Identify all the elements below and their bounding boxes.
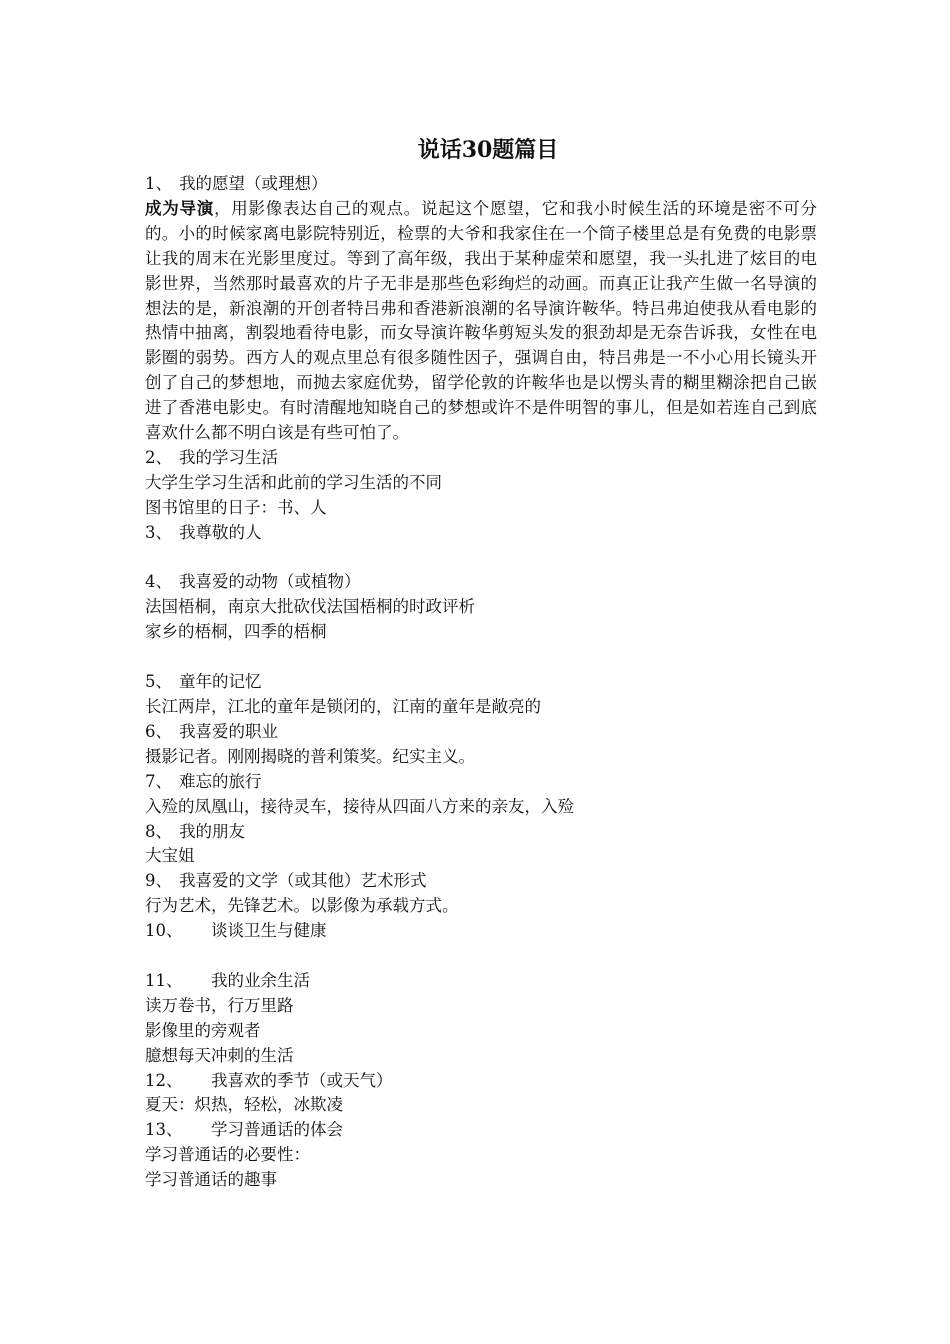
section-12-line-1: 夏天：炽热，轻松，冰欺凌 <box>145 1095 343 1115</box>
section-heading-12: 12、 我喜欢的季节（或天气） <box>145 1070 393 1090</box>
document-page <box>145 130 817 1193</box>
blank-line <box>145 546 817 571</box>
section-2-line-1: 大学生学习生活和此前的学习生活的不同 <box>145 472 442 492</box>
section-11-line-3: 臆想每天冲刺的生活 <box>145 1045 294 1065</box>
section-13-line-2: 学习普通话的趣事 <box>145 1170 277 1190</box>
section-heading-1: 1、 我的愿望（或理想） <box>145 174 328 193</box>
section-5-line-1: 长江两岸，江北的童年是锁闭的，江南的童年是敞亮的 <box>145 697 541 716</box>
section-heading-6: 6、 我喜爱的职业 <box>145 721 278 741</box>
section-heading-11: 11、 我的业余生活 <box>145 970 310 990</box>
section-6-line-1: 摄影记者。刚刚揭晓的普利策奖。纪实主义。 <box>145 746 475 766</box>
section-heading-8: 8、 我的朋友 <box>145 821 245 841</box>
section-11-line-2: 影像里的旁观者 <box>145 1020 261 1040</box>
section-heading-3: 3、 我尊敬的人 <box>145 522 262 542</box>
section-4-line-2: 家乡的梧桐，四季的梧桐 <box>145 622 327 642</box>
blank-line <box>145 944 817 969</box>
section-heading-10: 10、 谈谈卫生与健康 <box>145 921 327 941</box>
paragraph-body: ，用影像表达自己的观点。说起这个愿望，它和我小时候生活的环境是密不可分的。小的时候家离电影院特别近，检票的大爷和我家住在一个筒子楼里总是有免费的电影票让我的周末在光影里度过。等到了高年级，我出于某种虚荣和愿望，我一头扎进了炫目的电影世界，当然那时最喜欢的片子无非是那些色彩绚烂的动画。而真正让我产生做一名导演的想法的是，新浪潮的开创者特吕弗和香港新浪潮的名导演许鞍华。特吕弗迫使我从看电影的热情中抽离，割裂地看待电影，而女导演许鞍华剪短头发的狠劲却是无奈告诉我，女性在电影圈的弱势。西方人的观点里总有很多随性因子，强调自由，特吕弗是一不小心用长镜头开创了自己的梦想地，而抛去家庭优势，留学伦敦的许鞍华也是以愣头青的糊里糊涂把自己嵌进了香港电影史。有时清醒地知晓自己的梦想或许不是件明智的事儿，但是如若连自己到底喜欢什么都不明白该是有些可怕了。 <box>145 198 817 443</box>
section-1-paragraph <box>145 197 817 446</box>
section-13-line-1: 学习普通话的必要性： <box>145 1145 310 1165</box>
document-title: 说话30题篇目 <box>417 137 559 163</box>
section-11-line-1: 读万卷书，行万里路 <box>145 995 294 1015</box>
section-8-line-1: 大宝姐 <box>145 846 195 866</box>
section-heading-13: 13、 学习普通话的体会 <box>145 1120 343 1140</box>
section-7-line-1: 入殓的凤凰山，接待灵车，接待从四面八方来的亲友，入殓 <box>145 796 574 816</box>
section-4-line-1: 法国梧桐，南京大批砍伐法国梧桐的时政评析 <box>145 597 475 617</box>
section-heading-5: 5、 童年的记忆 <box>145 672 262 692</box>
section-heading-9: 9、 我喜爱的文学（或其他）艺术形式 <box>145 871 427 891</box>
blank-line <box>145 645 817 670</box>
section-2-line-2: 图书馆里的日子：书、人 <box>145 497 327 517</box>
section-9-line-1: 行为艺术，先锋艺术。以影像为承载方式。 <box>145 896 459 916</box>
section-heading-7: 7、 难忘的旅行 <box>145 771 262 791</box>
section-heading-4: 4、 我喜爱的动物（或植物） <box>145 572 361 592</box>
section-heading-2: 2、 我的学习生活 <box>145 447 278 467</box>
bold-lead-text: 成为导演 <box>145 198 214 218</box>
